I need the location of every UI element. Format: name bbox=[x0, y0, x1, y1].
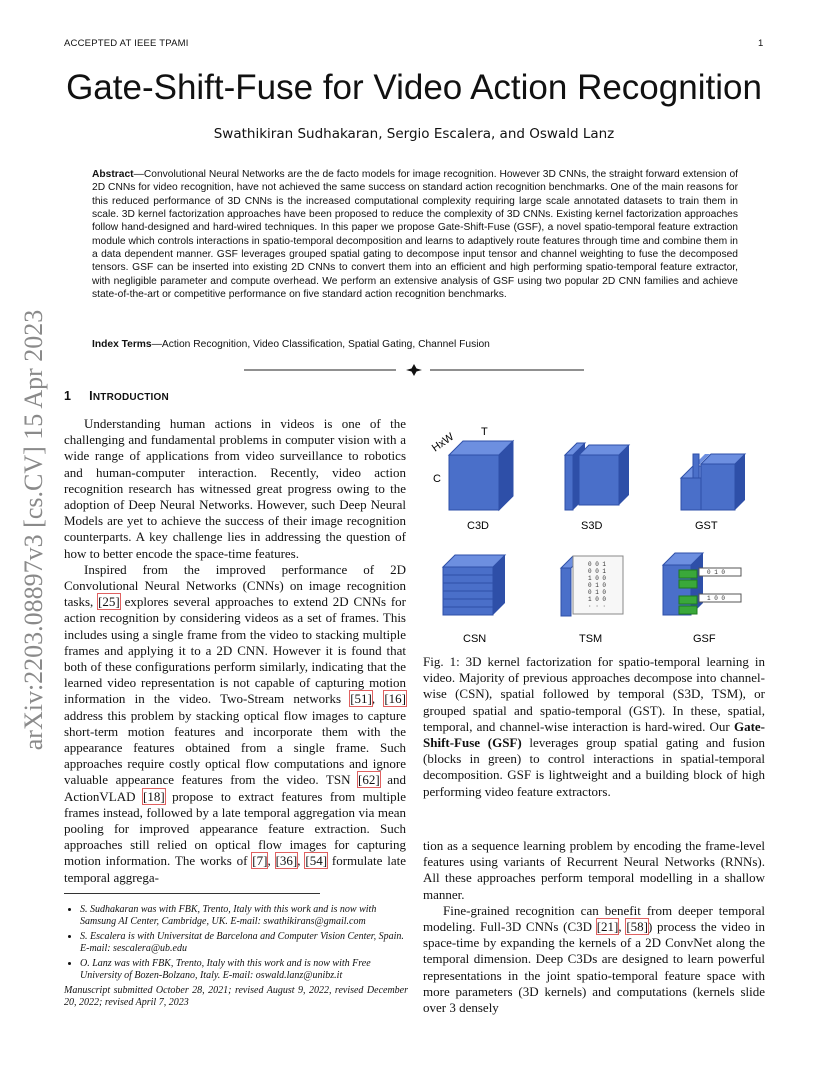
citation-link[interactable]: [16] bbox=[384, 691, 407, 707]
page-number: 1 bbox=[758, 38, 764, 49]
label-gsf: GSF bbox=[693, 633, 716, 645]
citation-link[interactable]: [21] bbox=[596, 919, 619, 935]
tsm-block bbox=[561, 556, 623, 616]
axis-label-hxw: HxW bbox=[429, 430, 457, 455]
intro-column-right bbox=[423, 838, 765, 1016]
footnote-item: • S. Sudhakaran was with FBK, Trento, Italy with this work and is now with Samsung AI Center, Cambridge, UK. E-mail: swathikirans@gmail.com bbox=[80, 904, 408, 929]
index-terms-text: —Action Recognition, Video Classification, Spatial Gating, Channel Fusion bbox=[151, 339, 490, 350]
paper-authors: Swathikiran Sudhakaran, Sergio Escalera, and Oswald Lanz bbox=[213, 126, 615, 142]
axis-label-c: C bbox=[433, 473, 441, 485]
figure-kernel-factorization bbox=[423, 420, 768, 645]
label-gst: GST bbox=[695, 520, 718, 532]
figure-caption: Fig. 1: 3D kernel factorization for spatio-temporal learning in video. Majority of previous approaches decompose into channel-wise (CSN), spatial followed by temporal (S3D, TSM), or grouped spatial and spatio-temporal (GST). In these, spatial, temporal, and channel-wise interaction is hard-wired. Our Gate-Shift-Fuse (GSF) leverages group spatial gating and fusion (blocks in green) to control interactions in spatial-temporal decomposition. GSF is lightweight and a building block of high performing video feature extractors. bbox=[423, 654, 766, 799]
intro-column-left bbox=[64, 416, 406, 886]
citation-link[interactable]: [7] bbox=[252, 853, 268, 869]
section-heading: 1 INTRODUCTION bbox=[64, 389, 169, 403]
running-header: ACCEPTED AT IEEE TPAMI bbox=[64, 38, 189, 49]
intro-paragraph-4: Fine-grained recognition can benefit from deeper temporal modeling. Full-3D CNNs (C3D [21], [58]) process the video in space-time by expanding the kernels of a 2D ConvNet along the temporal dimension. Deep C3Ds are designed to learn powerful representations in the joint spatio-temporal feature space with more parameters (3D kernels) and computations (kernels slide over 3 densely bbox=[423, 902, 765, 1016]
svg-text:1 0 0: 1 0 0 bbox=[588, 575, 607, 582]
svg-text:1 0 0: 1 0 0 bbox=[707, 595, 726, 602]
intro-paragraph-1: Understanding human actions in videos is one of the challenging and fundamental problems in computer vision with a wide range of applications from video surveillance to robotics and human-computer interaction. Recently, video action recognition research has witnessed great progress owing to the adoption of Deep Neural Networks. However, such Deep Neural Models are yet to achieve the success of their image recognition counterparts. A key challenge lies in addressing the question of how to better encode the space-time features. bbox=[64, 416, 406, 561]
intro-paragraph-2: Inspired from the improved performance of 2D Convolutional Neural Networks (CNNs) on image recognition tasks, [25] explores several approaches to extend 2D CNNs for action recognition by considering videos as a set of frames. This includes using a single frame from the video to stacking multiple frames and applying it to a 2D CNN. However it is found that both of these configurations perform similarly, indicating that the learned video representation is not capable of capturing motion information in the video. Two-Stream networks [51], [16] address this problem by stacking optical flow images to capture short-term motion features and incorporate them with the appearance features obtained from a single frame. Such approaches require costly optical flow computations and ignore valuable appearance features from the video. TSN [62] and ActionVLAD [18] propose to extract features from multiple frames instead, followed by a late temporal aggregation via mean pooling for improved appearance feature extraction. Such approaches still relied on optical flow images for capturing motion information. The works of [7], [36], [54] formulate late temporal aggrega- bbox=[64, 561, 407, 885]
arxiv-stamp: arXiv:2203.08897v3 [cs.CV] 15 Apr 2023 bbox=[19, 309, 48, 751]
intro-paragraph-3: tion as a sequence learning problem by encoding the frame-level features using variants of Recurrent Neural Networks (RNNs). All these approaches perform temporal modelling in a shallow manner. bbox=[423, 838, 765, 902]
label-tsm: TSM bbox=[579, 633, 603, 645]
s3d-block bbox=[565, 443, 629, 510]
svg-text:0 0 1: 0 0 1 bbox=[588, 561, 607, 568]
svg-text:0 1 0: 0 1 0 bbox=[588, 582, 607, 589]
svg-text:0 0 1: 0 0 1 bbox=[588, 568, 607, 575]
label-s3d: S3D bbox=[581, 520, 603, 532]
svg-text:1 0 0: 1 0 0 bbox=[588, 596, 607, 603]
citation-link[interactable]: [18] bbox=[143, 788, 165, 804]
footnote-rule bbox=[64, 893, 320, 894]
svg-text:0 1 0: 0 1 0 bbox=[707, 569, 726, 576]
author-footnotes bbox=[64, 904, 408, 984]
axis-label-t: T bbox=[481, 426, 488, 438]
svg-text:0 1 0: 0 1 0 bbox=[588, 589, 607, 596]
label-csn: CSN bbox=[463, 633, 487, 645]
index-terms-label: Index Terms bbox=[92, 339, 152, 350]
paper-title: Gate-Shift-Fuse for Video Action Recognition bbox=[66, 68, 762, 107]
gsf-block bbox=[663, 553, 741, 615]
c3d-block bbox=[449, 441, 513, 510]
manuscript-dates: Manuscript submitted October 28, 2021; revised August 9, 2022, revised December 20, 2022; revised April 7, 2023 bbox=[64, 985, 408, 1009]
citation-link[interactable]: [36] bbox=[275, 853, 298, 869]
citation-link[interactable]: [62] bbox=[358, 772, 380, 788]
index-terms bbox=[92, 339, 738, 350]
citation-link[interactable]: [58] bbox=[626, 919, 649, 935]
abstract bbox=[92, 168, 738, 301]
abstract-text: —Convolutional Neural Networks are the de facto models for image recognition. However 3D CNNs, the straight forward extension of 2D CNNs for video recognition, have not achieved the same success on standard action recognition benchmarks. One of the main reasons for this reduced performance of 3D CNNs is the increased computational complexity requiring large scale annotated datasets to train them in scale. 3D kernel factorization approaches have been proposed to reduce the complexity of 3D CNNs. Existing kernel factorization approaches follow hand-designed and hard-wired techniques. In this paper we propose Gate-Shift-Fuse (GSF), a novel spatio-temporal feature extraction module which controls interactions in spatio-temporal decomposition and learns to adaptively route features through time and combine them in a data dependent manner. GSF leverages grouped spatial gating to decompose input tensor and channel weighting to fuse the decomposed tensors. GSF can be inserted into existing 2D CNNs to convert them into an efficient and high performing spatio-temporal feature extractor, with negligible parameter and compute overhead. We perform an extensive analysis of GSF using two popular 2D CNN families and achieve state-of-the-art or competitive performance on five standard action recognition benchmarks. bbox=[92, 169, 738, 300]
footnote-item: • O. Lanz was with FBK, Trento, Italy with this work and is now with Free University of Bozen-Bolzano, Italy. E-mail: oswald.lanz@unibz.it bbox=[80, 958, 408, 983]
csn-block bbox=[443, 555, 505, 615]
svg-text:· · ·: · · · bbox=[588, 603, 607, 610]
citation-link[interactable]: [51] bbox=[350, 691, 372, 707]
citation-link[interactable]: [25] bbox=[98, 594, 120, 610]
footnote-item: • S. Escalera is with Universitat de Barcelona and Computer Vision Center, Spain. E-mail: sescalera@ub.edu bbox=[80, 931, 408, 956]
gst-block bbox=[681, 454, 745, 510]
label-c3d: C3D bbox=[467, 520, 490, 532]
citation-link[interactable]: [54] bbox=[305, 853, 328, 869]
abstract-label: Abstract bbox=[92, 169, 134, 180]
section-divider bbox=[244, 364, 584, 376]
